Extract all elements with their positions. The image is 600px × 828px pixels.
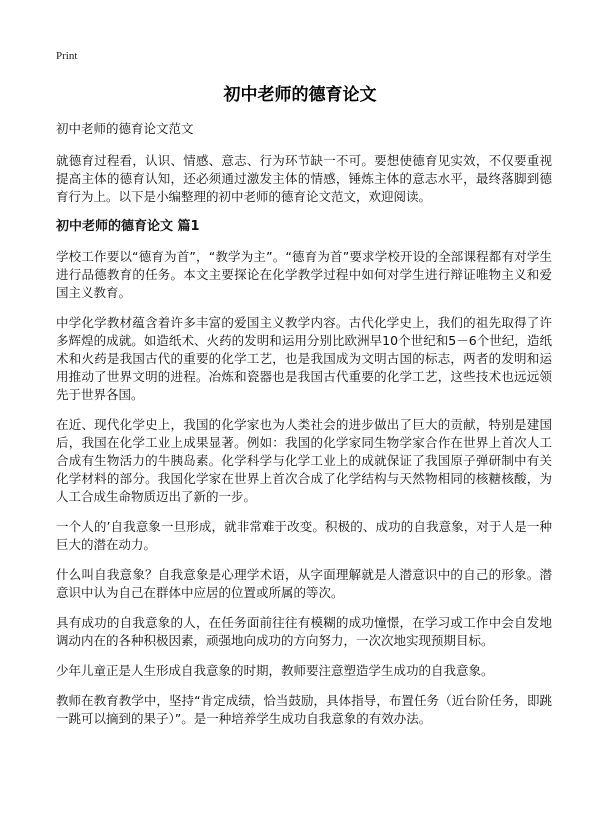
body-paragraph: 少年儿童正是人生形成自我意象的时期，教师要注意塑造学生成功的自我意象。	[56, 663, 494, 678]
article-subtitle: 初中老师的德育论文范文	[56, 121, 194, 136]
body-paragraph: 学校工作要以“德育为首”，“教学为主”。“德育为首”要求学校开设的全部课程都有对学生进行品德教育的任务。本文主要探论在化学教学过程中如何对学生进行辩证唯物主义和爱国主义教育。	[56, 249, 552, 300]
body-paragraph: 具有成功的自我意象的人，在任务面前往往有模糊的成功憧憬，在学习或工作中会自发地调动内在的各种积极因素，顽强地向成功的方向努力，一次次地实现预期目标。	[56, 615, 552, 648]
section-heading: 初中老师的德育论文 篇1	[56, 219, 200, 234]
body-paragraph: 一个人的’自我意象一旦形成，就非常难于改变。积极的、成功的自我意象，对于人是一种巨大的潜在动力。	[56, 519, 552, 552]
article-body	[56, 120, 552, 740]
body-paragraph: 在近、现代化学史上，我国的化学家也为人类社会的进步做出了巨大的贡献，特别是建国后，我国在化学工业上成果显著。例如：我国的化学家同生物学家合作在世界上首次人工合成有生物活力的牛胰岛素。化学科学与化学工业上的成就保证了我国原子弹研制中有关化学材料的部分。我国化学家在世界上首次合成了化学结构与天然物相同的核糖核酸，为人工合成生命物质迈出了新的一步。	[56, 417, 552, 504]
intro-paragraph: 就德育过程看，认识、情感、意志、行为环节缺一不可。要想使德育见实效，不仅要重视提高主体的德育认知，还必须通过激发主体的情感，锤炼主体的意志水平，最终落脚到德育行为上。以下是小编整理的初中老师的德育论文范文，欢迎阅读。	[56, 153, 552, 204]
body-paragraph: 中学化学教材蕴含着许多丰富的爱国主义教学内容。古代化学史上，我们的祖先取得了许多辉煌的成就。如造纸术、火药的发明和运用分别比欧洲早10个世纪和5－6个世纪，造纸术和火药是我国古代的重要的化学工艺，也是我国成为文明古国的标志，两者的发明和运用推动了世界文明的进程。冶炼和瓷器也是我国古代重要的化学工艺，这些技术也远远领先于世界各国。	[56, 315, 552, 402]
print-link[interactable]: Print	[56, 50, 78, 62]
page-title: 初中老师的德育论文	[223, 85, 377, 105]
body-paragraph: 教师在教育教学中，坚持“肯定成绩，恰当鼓励，具体指导，布置任务（近台阶任务，即跳一跳可以摘到的果子）”。是一种培养学生成功自我意象的有效办法。	[56, 693, 552, 726]
body-paragraph: 什么叫自我意象？自我意象是心理学术语，从字面理解就是人潜意识中的自己的形象。潜意识中认为自己在群体中应居的位置或所属的等次。	[56, 567, 552, 600]
